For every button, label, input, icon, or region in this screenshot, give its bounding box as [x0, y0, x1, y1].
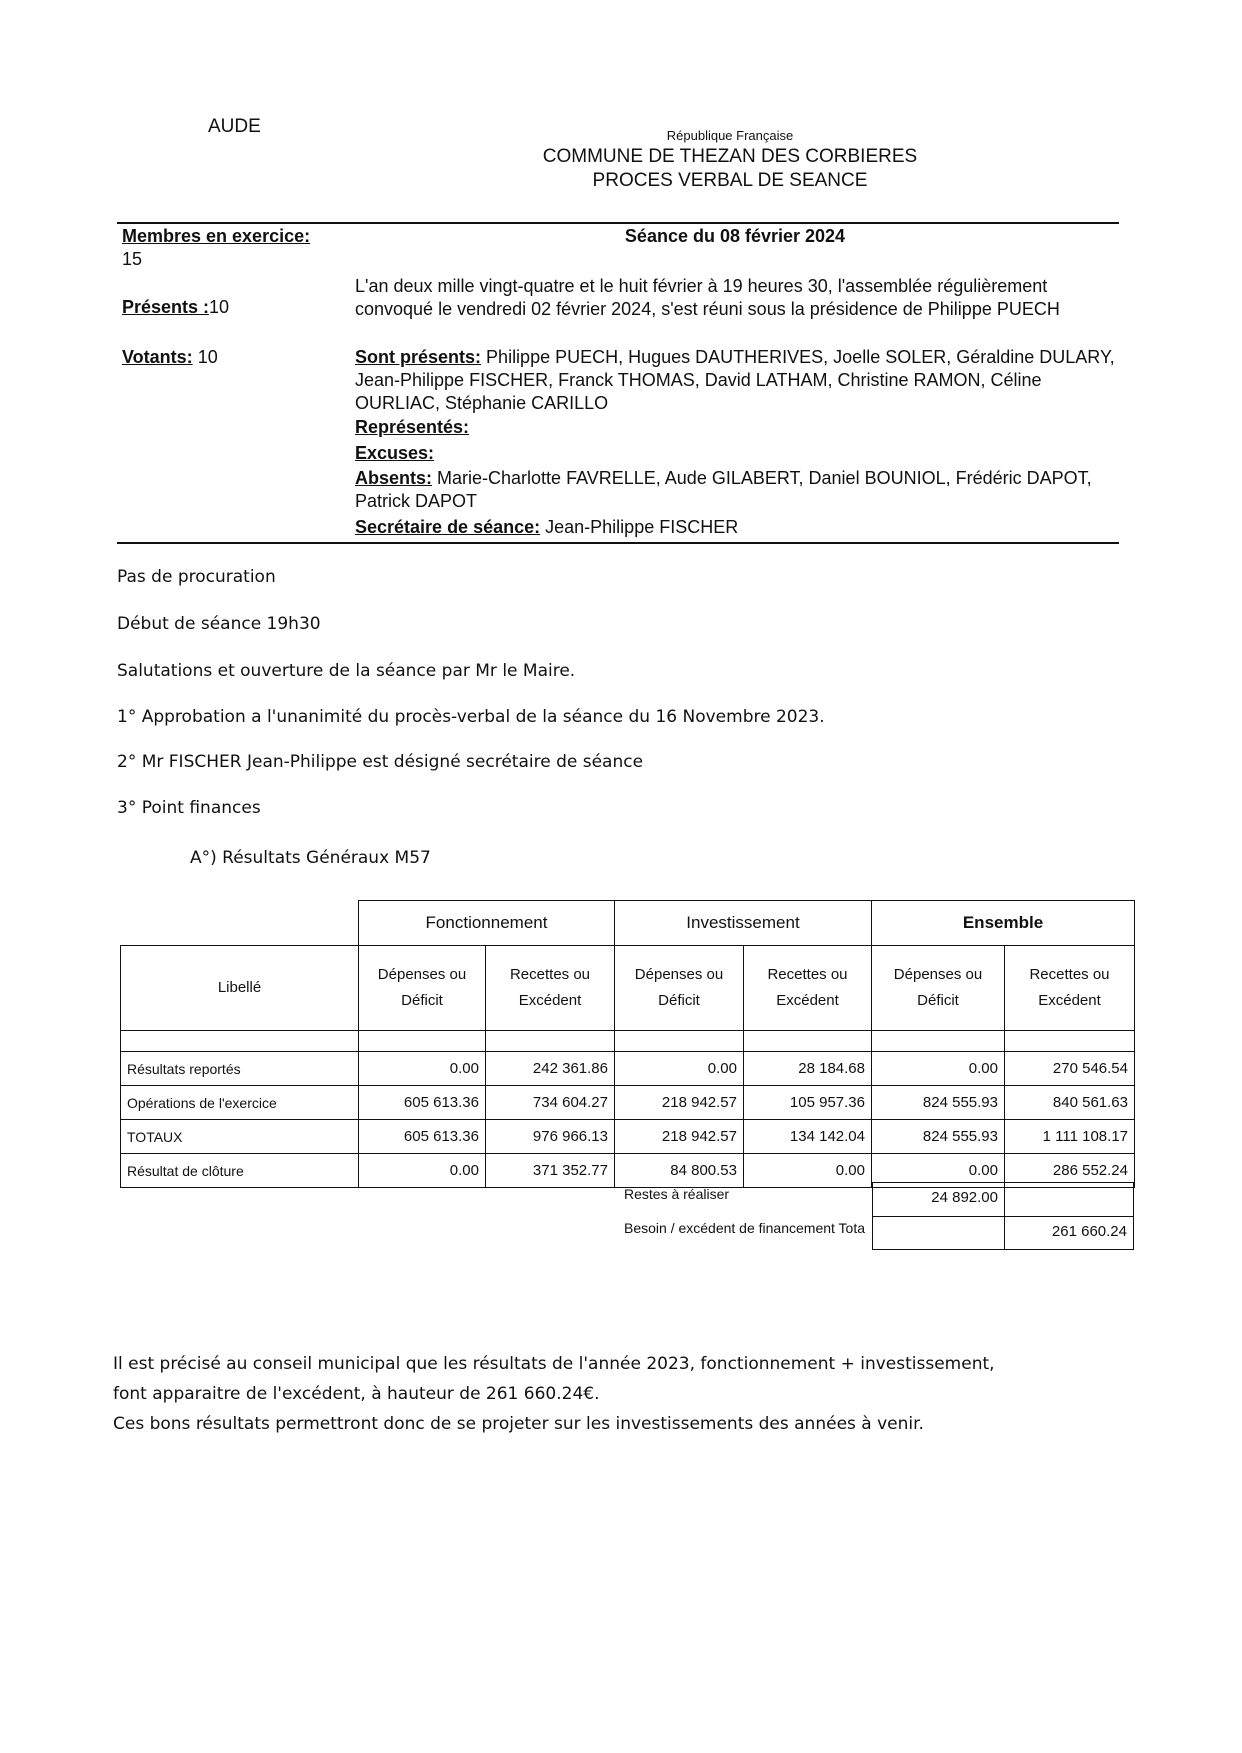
table-group-row	[121, 901, 1135, 946]
table-corner	[121, 901, 359, 946]
table-row	[121, 1120, 1135, 1154]
secretary-line: Secrétaire de séance: Jean-Philippe FISCHER	[355, 517, 739, 537]
paragraph-finances: 3° Point finances	[117, 798, 261, 818]
header-depenses: Dépenses ou Déficit	[872, 946, 1005, 1031]
table-cell: 28 184.68	[744, 1052, 872, 1086]
group-fonctionnement: Fonctionnement	[359, 901, 615, 946]
table-cell: 371 352.77	[486, 1154, 615, 1188]
group-investissement: Investissement	[615, 901, 872, 946]
table-cell: 105 957.36	[744, 1086, 872, 1120]
table-header-row	[121, 946, 1135, 1031]
members-label: Membres en exercice:	[122, 226, 311, 246]
row-label: Résultat de clôture	[121, 1154, 359, 1188]
conclusion-line-2: font apparaitre de l'excédent, à hauteur de 261 660.24€.	[113, 1384, 600, 1404]
header-recettes: Recettes ou Excédent	[486, 946, 615, 1031]
presents-count: Présents :10	[122, 297, 230, 317]
table-cell: 734 604.27	[486, 1086, 615, 1120]
row-label: TOTAUX	[121, 1120, 359, 1154]
presents-list: Sont présents: Philippe PUECH, Hugues DAUTHERIVES, Joelle SOLER, Géraldine DULARY, Jean-Philippe FISCHER, Franck THOMAS, David LATHAM, Christine RAMON, Céline OURLIAC, Stéphanie CARILLO	[355, 347, 1115, 413]
table-spacer-row	[121, 1031, 1135, 1052]
table-cell: 286 552.24	[1005, 1154, 1135, 1188]
table-cell: 218 942.57	[615, 1086, 744, 1120]
table-cell: 242 361.86	[486, 1052, 615, 1086]
represented-label: Représentés:	[355, 417, 470, 437]
subheading-results: A°) Résultats Généraux M57	[190, 848, 431, 868]
absents-list: Absents: Marie-Charlotte FAVRELLE, Aude GILABERT, Daniel BOUNIOL, Frédéric DAPOT, Patrick DAPOT	[355, 468, 1092, 511]
table-cell: 270 546.54	[1005, 1052, 1135, 1086]
table-row	[121, 1086, 1135, 1120]
table-cell: 605 613.36	[359, 1086, 486, 1120]
group-ensemble: Ensemble	[872, 901, 1135, 946]
table-cell: 976 966.13	[486, 1120, 615, 1154]
table-cell: 840 561.63	[1005, 1086, 1135, 1120]
paragraph-approval: 1° Approbation a l'unanimité du procès-verbal de la séance du 16 Novembre 2023.	[117, 707, 825, 727]
republic-label: République Française	[666, 128, 794, 143]
header-recettes: Recettes ou Excédent	[1005, 946, 1135, 1031]
header-depenses: Dépenses ou Déficit	[359, 946, 486, 1031]
results-table	[120, 900, 1135, 1188]
row-label: Opérations de l'exercice	[121, 1086, 359, 1120]
restes-empty-cell	[1004, 1182, 1134, 1217]
table-cell: 134 142.04	[744, 1120, 872, 1154]
header-recettes: Recettes ou Excédent	[744, 946, 872, 1031]
restes-label: Restes à réaliser	[624, 1186, 730, 1202]
table-cell: 0.00	[615, 1052, 744, 1086]
conclusion-line-1: Il est précisé au conseil municipal que les résultats de l'année 2023, fonctionnement + investissement,	[113, 1354, 995, 1374]
table-cell: 218 942.57	[615, 1120, 744, 1154]
department-name: AUDE	[208, 116, 261, 137]
table-row	[121, 1052, 1135, 1086]
members-count: 15	[122, 249, 143, 269]
excused-label: Excuses:	[355, 443, 435, 463]
table-cell: 1 111 108.17	[1005, 1120, 1135, 1154]
table-cell: 605 613.36	[359, 1120, 486, 1154]
restes-value: 24 892.00	[872, 1182, 1005, 1217]
commune-title: COMMUNE DE THEZAN DES CORBIERES	[542, 146, 918, 167]
besoin-empty-cell	[872, 1216, 1005, 1250]
paragraph-start-time: Début de séance 19h30	[117, 614, 321, 634]
table-cell: 0.00	[359, 1052, 486, 1086]
session-title: Séance du 08 février 2024	[624, 226, 846, 246]
paragraph-opening: Salutations et ouverture de la séance par Mr le Maire.	[117, 661, 576, 681]
top-divider	[117, 222, 1119, 224]
header-libelle: Libellé	[121, 946, 359, 1031]
votants-count: Votants: 10	[122, 347, 218, 367]
table-cell: 824 555.93	[872, 1120, 1005, 1154]
session-intro: L'an deux mille vingt-quatre et le huit février à 19 heures 30, l'assemblée régulièrement convoqué le vendredi 02 février 2024, s'est réuni sous la présidence de Philippe PUECH	[355, 276, 1060, 319]
bottom-divider	[117, 542, 1119, 544]
conclusion-line-3: Ces bons résultats permettront donc de se projeter sur les investissements des années à venir.	[113, 1414, 924, 1434]
table-cell: 0.00	[744, 1154, 872, 1188]
paragraph-secretary: 2° Mr FISCHER Jean-Philippe est désigné secrétaire de séance	[117, 752, 644, 772]
besoin-label: Besoin / excédent de financement Tota	[624, 1220, 866, 1236]
besoin-value: 261 660.24	[1004, 1216, 1134, 1250]
row-label: Résultats reportés	[121, 1052, 359, 1086]
document-type: PROCES VERBAL DE SEANCE	[592, 170, 868, 191]
table-cell: 0.00	[359, 1154, 486, 1188]
header-depenses: Dépenses ou Déficit	[615, 946, 744, 1031]
table-cell: 0.00	[872, 1154, 1005, 1188]
table-cell: 0.00	[872, 1052, 1005, 1086]
table-cell: 84 800.53	[615, 1154, 744, 1188]
table-cell: 824 555.93	[872, 1086, 1005, 1120]
paragraph-procuration: Pas de procuration	[117, 567, 276, 587]
